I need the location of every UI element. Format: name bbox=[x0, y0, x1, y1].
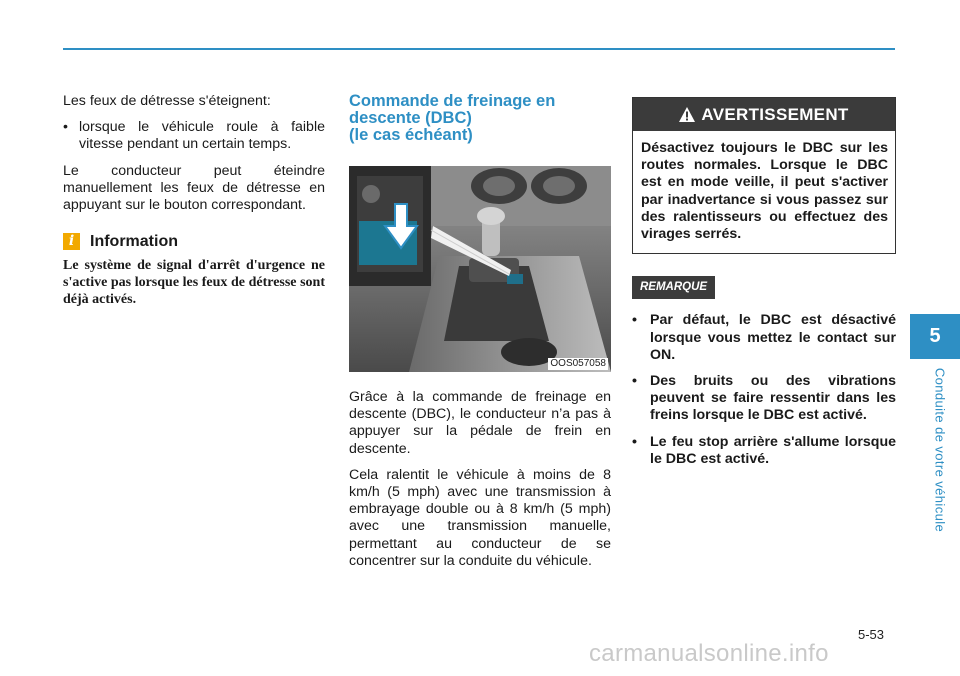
bullet-dot: • bbox=[632, 373, 637, 390]
warning-body: Désactivez toujours le DBC sur les routes normales. Lorsque le DBC est en mode veille, il peut s'activer par inadvertance si vous passez sur des ralentisseurs ou effectuez des virages serrés. bbox=[641, 140, 888, 243]
warning-triangle-icon bbox=[679, 107, 695, 122]
console-illustration bbox=[349, 166, 611, 372]
information-body: Le système de signal d'arrêt d'urgence ne s'active pas lorsque les feux de détresse sont déjà activés. bbox=[63, 258, 325, 308]
dbc-button-photo bbox=[349, 166, 611, 372]
paragraph: Grâce à la commande de freinage en descente (DBC), le conducteur n’a pas à appuyer sur la pédale de frein en descente. bbox=[349, 389, 611, 457]
list-item: • Des bruits ou des vibrations peuvent se faire ressentir dans les freins lorsque le DBC est activé. bbox=[632, 373, 896, 424]
list-item: • lorsque le véhicule roule à faible vitesse pendant un certain temps. bbox=[63, 119, 325, 153]
chapter-title: Conduite de votre véhicule bbox=[932, 367, 948, 533]
column-left bbox=[63, 93, 325, 308]
chapter-tab: 5 bbox=[910, 314, 960, 359]
remarque-label: REMARQUE bbox=[632, 276, 715, 299]
column-middle bbox=[349, 93, 611, 579]
bullet-dot: • bbox=[632, 433, 637, 450]
info-icon: i bbox=[63, 233, 80, 250]
intro-text: Les feux de détresse s'éteignent: bbox=[63, 93, 271, 109]
information-header bbox=[63, 233, 325, 250]
top-rule bbox=[63, 48, 895, 50]
column-right bbox=[632, 93, 896, 477]
page-number: 5-53 bbox=[858, 627, 885, 642]
warning-header bbox=[633, 98, 895, 131]
list-item: • Par défaut, le DBC est désactivé lorsque vous mettez le contact sur ON. bbox=[632, 312, 896, 363]
information-title: Information bbox=[90, 233, 178, 251]
bullet-dot: • bbox=[63, 119, 68, 136]
warning-title: AVERTISSEMENT bbox=[701, 104, 849, 124]
warning-box bbox=[632, 97, 896, 254]
photo-code: OOS057058 bbox=[550, 358, 606, 369]
watermark: carmanualsonline.info bbox=[589, 640, 829, 667]
list-item: • Le feu stop arrière s'allume lorsque le DBC est activé. bbox=[632, 433, 896, 467]
paragraph: Le conducteur peut éteindre manuellement les feux de détresse en appuyant sur le bouton correspondant. bbox=[63, 162, 325, 214]
section-heading: Commande de freinage en descente (DBC) (le cas échéant) bbox=[349, 92, 556, 144]
paragraph: Cela ralentit le véhicule à moins de 8 km/h (5 mph) avec une transmission à embrayage double ou à 8 km/h (5 mph) avec une transmission manuelle, permettant au conducteur de se concentrer sur la conduite du véhicule. bbox=[349, 466, 611, 569]
bullet-dot: • bbox=[632, 312, 637, 329]
